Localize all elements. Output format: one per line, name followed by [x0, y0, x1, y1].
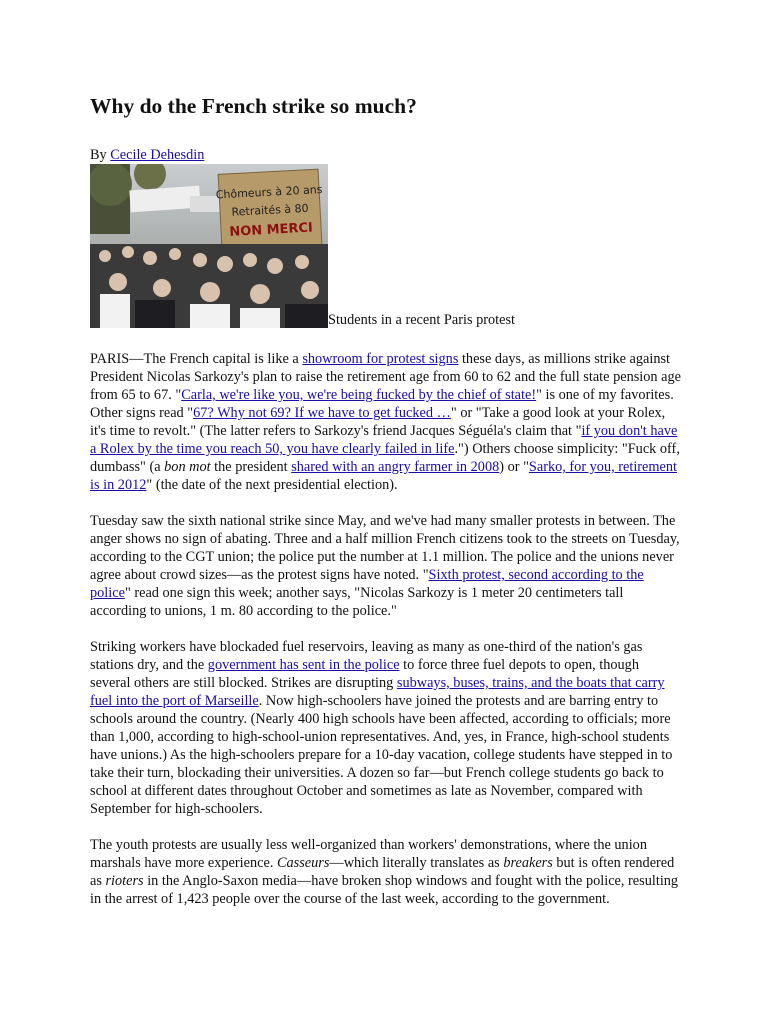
text: to force three fuel depots to open, though several others are still blocked. Strikes are disrupting: [90, 657, 639, 691]
text: " or "Take a good look at your Rolex, it's time to revolt." (The latter refers to Sarkozy's friend Jacques Séguéla's claim that ": [90, 405, 666, 439]
text: .") Others choose simplicity: "Fuck off, dumbass" (a: [90, 441, 680, 475]
paragraph-2: [90, 512, 682, 620]
text: but is often rendered as: [90, 855, 675, 889]
photo-sign-line-1: Chômeurs à 20 ans: [215, 182, 323, 202]
protest-photo: [90, 164, 328, 328]
photo-sign-line-2: Retraités à 80: [231, 201, 309, 219]
text: " (the date of the next presidential election).: [146, 477, 398, 493]
paragraph-3: [90, 638, 682, 818]
text: The youth protests are usually less well-organized than workers' demonstrations, where the union marshals have more experience.: [90, 837, 647, 871]
text: ) or ": [499, 459, 529, 475]
photo-caption: Students in a recent Paris protest: [328, 312, 516, 328]
text: " is one of my favorites. Other signs read ": [90, 387, 674, 421]
link-government-police[interactable]: government has sent in the police: [207, 657, 400, 673]
photo-figure: [90, 164, 682, 328]
text: Striking workers have blockaded fuel reservoirs, leaving as many as one-third of the nation's gas stations dry, and the: [90, 639, 643, 673]
text: —which literally translates as: [329, 855, 504, 871]
link-rolex[interactable]: if you don't have a Rolex by the time you reach 50, you have clearly failed in life: [90, 423, 678, 457]
italic-text: Casseurs: [276, 855, 330, 871]
italic-text: breakers: [503, 855, 553, 871]
link-carla[interactable]: Carla, we're like you, we're being fucked by the chief of state!: [181, 387, 537, 403]
italic-text: bon mot: [164, 459, 211, 475]
text: Tuesday saw the sixth national strike since May, and we've had many smaller protests in between. The anger shows no sign of abating. Three and a half million French citizens took to the streets on Tuesday, according to the CGT union; the police put the number at 1.1 million. The police and the unions never agree about crowd sizes—as the protest signs have noted. ": [90, 513, 680, 583]
link-subways-marseille[interactable]: subways, buses, trains, and the boats that carry fuel into the port of Marseille: [90, 675, 665, 709]
author-link[interactable]: Cecile Dehesdin: [110, 147, 205, 163]
article: [90, 92, 682, 908]
byline: [90, 146, 682, 164]
text: these days, as millions strike against President Nicolas Sarkozy's plan to raise the retirement age from 60 to 62 and the full state pension age from 65 to 67. ": [90, 351, 681, 403]
link-angry-farmer[interactable]: shared with an angry farmer in 2008: [291, 459, 500, 475]
paragraph-4: [90, 836, 682, 908]
text: PARIS—The French capital is like a: [90, 351, 303, 367]
link-sixth-protest[interactable]: Sixth protest, second according to the police: [90, 567, 644, 601]
italic-text: rioters: [105, 873, 144, 889]
link-67[interactable]: 67? Why not 69? If we have to get fucked …: [193, 405, 451, 421]
paragraph-1: [90, 350, 682, 494]
link-sarko-2012[interactable]: Sarko, for you, retirement is in 2012: [90, 459, 677, 493]
text: " read one sign this week; another says, "Nicolas Sarkozy is 1 meter 20 centimeters tall according to unions, 1 m. 80 according to the police.": [90, 585, 624, 619]
text: the president: [210, 459, 292, 475]
photo-sign-line-3: NON MERCI: [229, 220, 314, 240]
article-title: Why do the French strike so much?: [90, 94, 417, 118]
link-protest-signs[interactable]: showroom for protest signs: [302, 351, 459, 367]
text: . Now high-schoolers have joined the protests and are barring entry to schools around the country. (Nearly 400 high schools have been affected, according to officials; more than 1,000, according to high-school-union representatives. And, yes, in France, high-school students have unions.) As the high-schoolers prepare for a 10-day vacation, college students have stepped in to take their turn, blockading their universities. A dozen so far—but French college students go back to school at different dates throughout October and sometimes as late as November, compared with September for high-schoolers.: [90, 693, 673, 817]
text: in the Anglo-Saxon media—have broken shop windows and fought with the police, resulting in the arrest of 1,423 people over the course of the last week, according to the government.: [90, 873, 679, 907]
byline-prefix: By: [90, 147, 111, 163]
